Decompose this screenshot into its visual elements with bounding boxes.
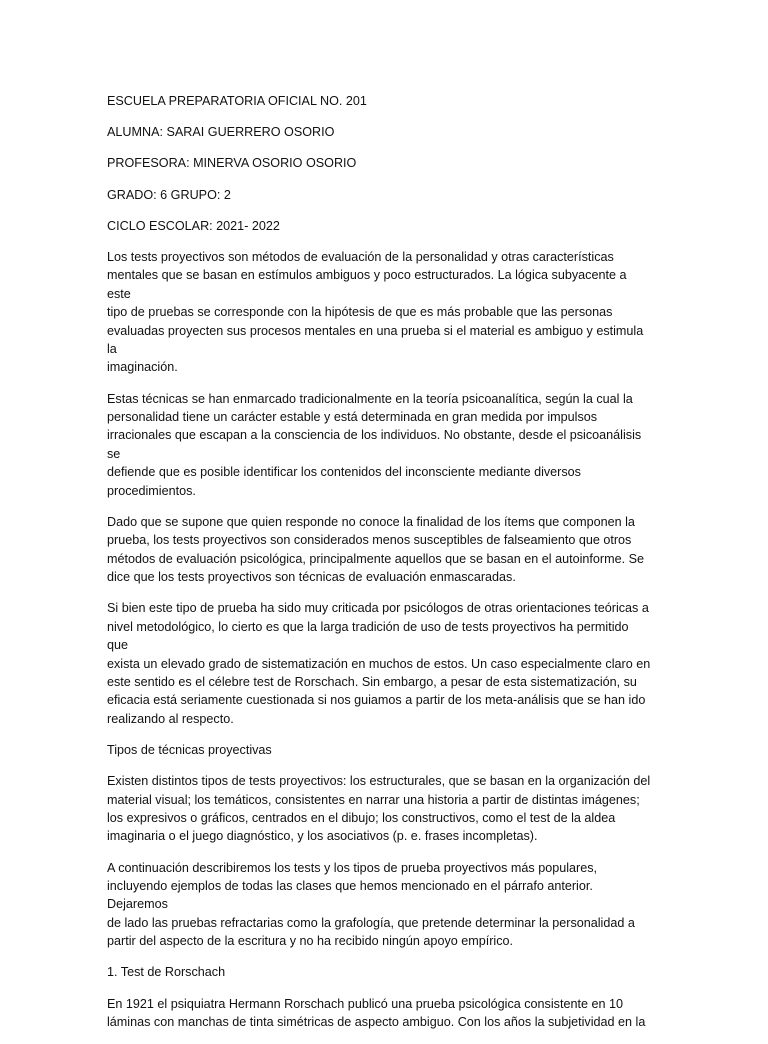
school-year: CICLO ESCOLAR: 2021- 2022 <box>107 218 280 233</box>
section-heading-rorschach: 1. Test de Rorschach <box>107 965 226 980</box>
paragraph-masked-techniques: Dado que se supone que quien responde no conoce la finalidad de los ítems que componen la prueba, los tests proyectivos son considerados menos susceptibles de falseamiento que otros métodos de evaluación psicológica, principalmente aquellos que se basan en el autoinforme. Se dice que los tests proyectivos son técnicas de evaluación enmascaradas. <box>107 514 644 585</box>
grade-group: GRADO: 6 GRUPO: 2 <box>107 187 231 202</box>
section-heading-types: Tipos de técnicas proyectivas <box>107 742 272 757</box>
paragraph-intro: Los tests proyectivos son métodos de evaluación de la personalidad y otras características mentales que se basan en estímulos ambiguos y poco estructurados. La lógica subyacente a este tipo de pruebas se corresponde con la hipótesis de que es más probable que las personas evaluadas proyecten sus procesos mentales en una prueba si el material es ambiguo y estimula la imaginación. <box>107 250 644 375</box>
paragraph-criticism: Si bien este tipo de prueba ha sido muy criticada por psicólogos de otras orientaciones teóricas a nivel metodológico, lo cierto es que la larga tradición de uso de tests proyectivos ha permitido que exista un elevado grado de sistematización en muchos de estos. Un caso especialmente claro en este sentido es el célebre test de Rorschach. Sin embargo, a pesar de esta sistematización, su eficacia está seriamente cuestionada si nos guiamos a partir de los meta-análisis que se han ido realizando al respecto. <box>107 601 651 726</box>
paragraph-overview: A continuación describiremos los tests y los tipos de prueba proyectivos más populares, incluyendo ejemplos de todas las clases que hemos mencionado en el párrafo anterior. Dejaremos de lado las pruebas refractarias como la grafología, que pretende determinar la personalidad a partir del aspecto de la escritura y no ha recibido ningún apoyo empírico. <box>107 860 635 949</box>
teacher-name: PROFESORA: MINERVA OSORIO OSORIO <box>107 156 357 171</box>
school-name: ESCUELA PREPARATORIA OFICIAL NO. 201 <box>107 94 367 108</box>
paragraph-psychoanalytic: Estas técnicas se han enmarcado tradicionalmente en la teoría psicoanalítica, según la cual la personalidad tiene un carácter estable y está determinada en gran medida por impulsos irracionales que escapan a la consciencia de los individuos. No obstante, desde el psicoanálisis se defiende que es posible identificar los contenidos del inconsciente mediante diversos procedimientos. <box>107 391 642 498</box>
document-page <box>107 92 653 1044</box>
paragraph-types: Existen distintos tipos de tests proyectivos: los estructurales, que se basan en la organización del material visual; los temáticos, consistentes en narrar una historia a partir de distintas imágenes; los expresivos o gráficos, centrados en el dibujo; los constructivos, como el test de la aldea imaginaria o el juego diagnóstico, y los asociativos (p. e. frases incompletas). <box>107 774 651 844</box>
student-name: ALUMNA: SARAI GUERRERO OSORIO <box>107 125 335 140</box>
paragraph-rorschach: En 1921 el psiquiatra Hermann Rorschach publicó una prueba psicológica consistente en 10 láminas con manchas de tinta simétricas de aspecto ambiguo. Con los años la subjetividad en la <box>107 996 646 1030</box>
